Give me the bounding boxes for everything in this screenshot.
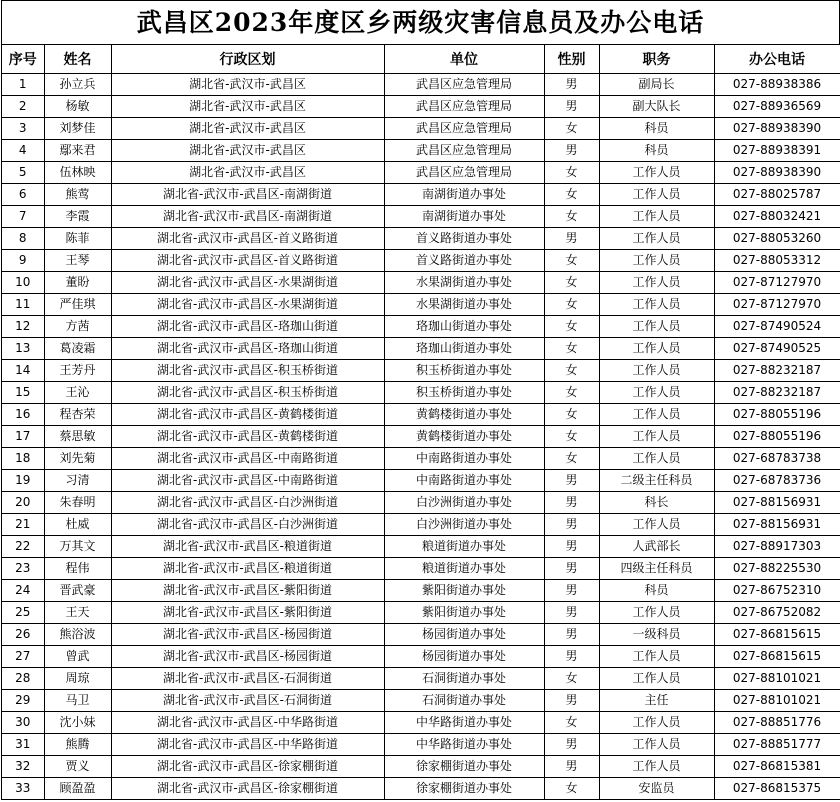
cell-unit: 南湖街道办事处 [384,184,544,206]
cell-region: 湖北省-武汉市-武昌区-徐家棚街道 [111,756,384,778]
cell-phone: 027-86815375 [714,778,840,800]
cell-phone: 027-87127970 [714,294,840,316]
cell-phone: 027-88232187 [714,382,840,404]
cell-position: 工作人员 [599,272,714,294]
cell-gender: 女 [544,272,599,294]
cell-unit: 积玉桥街道办事处 [384,360,544,382]
cell-unit: 水果湖街道办事处 [384,272,544,294]
cell-region: 湖北省-武汉市-武昌区-积玉桥街道 [111,360,384,382]
cell-index: 15 [2,382,44,404]
cell-name: 王琴 [44,250,111,272]
cell-index: 14 [2,360,44,382]
cell-region: 湖北省-武汉市-武昌区-黄鹤楼街道 [111,426,384,448]
cell-region: 湖北省-武汉市-武昌区-中华路街道 [111,734,384,756]
cell-index: 29 [2,690,44,712]
cell-name: 方茜 [44,316,111,338]
cell-unit: 黄鹤楼街道办事处 [384,426,544,448]
cell-phone: 027-88851777 [714,734,840,756]
cell-position: 人武部长 [599,536,714,558]
contact-sheet [1,0,840,800]
table-row [2,602,840,624]
sheet-title: 武昌区2023年度区乡两级灾害信息员及办公电话 [2,1,840,45]
cell-index: 33 [2,778,44,800]
table-row [2,74,840,96]
table-row [2,690,840,712]
cell-unit: 南湖街道办事处 [384,206,544,228]
cell-name: 葛凌霜 [44,338,111,360]
cell-gender: 男 [544,646,599,668]
cell-gender: 男 [544,140,599,162]
cell-gender: 女 [544,448,599,470]
cell-phone: 027-87127970 [714,272,840,294]
cell-gender: 女 [544,360,599,382]
cell-unit: 紫阳街道办事处 [384,602,544,624]
cell-position: 工作人员 [599,426,714,448]
cell-name: 马卫 [44,690,111,712]
cell-phone: 027-86815615 [714,624,840,646]
cell-phone: 027-88032421 [714,206,840,228]
table-row [2,118,840,140]
cell-region: 湖北省-武汉市-武昌区-紫阳街道 [111,602,384,624]
table-row [2,558,840,580]
cell-name: 杨敏 [44,96,111,118]
cell-phone: 027-86815381 [714,756,840,778]
cell-unit: 白沙洲街道办事处 [384,514,544,536]
cell-unit: 武昌区应急管理局 [384,96,544,118]
table-body [2,74,840,800]
cell-name: 陈菲 [44,228,111,250]
cell-name: 王芳丹 [44,360,111,382]
table-row [2,756,840,778]
cell-phone: 027-87490525 [714,338,840,360]
table-row [2,646,840,668]
cell-position: 科员 [599,118,714,140]
table-row [2,162,840,184]
cell-index: 21 [2,514,44,536]
cell-index: 26 [2,624,44,646]
header-index: 序号 [2,45,44,74]
table-row [2,734,840,756]
cell-phone: 027-88917303 [714,536,840,558]
table-row [2,514,840,536]
cell-name: 顾盈盈 [44,778,111,800]
cell-unit: 积玉桥街道办事处 [384,382,544,404]
cell-region: 湖北省-武汉市-武昌区-杨园街道 [111,646,384,668]
cell-position: 副大队长 [599,96,714,118]
cell-gender: 男 [544,492,599,514]
cell-region: 湖北省-武汉市-武昌区-石洞街道 [111,668,384,690]
table-row [2,536,840,558]
cell-position: 工作人员 [599,294,714,316]
cell-region: 湖北省-武汉市-武昌区-水果湖街道 [111,294,384,316]
cell-region: 湖北省-武汉市-武昌区 [111,96,384,118]
cell-phone: 027-86815615 [714,646,840,668]
cell-position: 工作人员 [599,360,714,382]
cell-position: 工作人员 [599,250,714,272]
cell-gender: 男 [544,602,599,624]
cell-gender: 男 [544,536,599,558]
cell-position: 主任 [599,690,714,712]
cell-unit: 黄鹤楼街道办事处 [384,404,544,426]
cell-unit: 中南路街道办事处 [384,470,544,492]
cell-position: 工作人员 [599,514,714,536]
cell-position: 工作人员 [599,668,714,690]
cell-position: 工作人员 [599,184,714,206]
cell-region: 湖北省-武汉市-武昌区-水果湖街道 [111,272,384,294]
cell-region: 湖北省-武汉市-武昌区 [111,162,384,184]
cell-position: 科长 [599,492,714,514]
cell-unit: 徐家棚街道办事处 [384,778,544,800]
table-row [2,96,840,118]
cell-gender: 女 [544,184,599,206]
cell-region: 湖北省-武汉市-武昌区-中华路街道 [111,712,384,734]
cell-name: 习清 [44,470,111,492]
cell-gender: 男 [544,228,599,250]
cell-name: 沈小妹 [44,712,111,734]
cell-index: 31 [2,734,44,756]
table-row [2,668,840,690]
cell-unit: 中华路街道办事处 [384,734,544,756]
cell-unit: 水果湖街道办事处 [384,294,544,316]
cell-phone: 027-68783738 [714,448,840,470]
cell-gender: 男 [544,756,599,778]
table-row [2,470,840,492]
cell-position: 工作人员 [599,712,714,734]
cell-unit: 中南路街道办事处 [384,448,544,470]
cell-index: 24 [2,580,44,602]
cell-index: 7 [2,206,44,228]
cell-region: 湖北省-武汉市-武昌区-积玉桥街道 [111,382,384,404]
table-row [2,404,840,426]
cell-gender: 女 [544,404,599,426]
cell-unit: 首义路街道办事处 [384,250,544,272]
cell-index: 8 [2,228,44,250]
cell-unit: 杨园街道办事处 [384,646,544,668]
cell-region: 湖北省-武汉市-武昌区-白沙洲街道 [111,492,384,514]
cell-index: 25 [2,602,44,624]
cell-unit: 珞珈山街道办事处 [384,316,544,338]
cell-index: 3 [2,118,44,140]
cell-region: 湖北省-武汉市-武昌区-首义路街道 [111,228,384,250]
cell-name: 程伟 [44,558,111,580]
cell-position: 安监员 [599,778,714,800]
cell-position: 工作人员 [599,646,714,668]
cell-unit: 首义路街道办事处 [384,228,544,250]
cell-region: 湖北省-武汉市-武昌区-珞珈山街道 [111,316,384,338]
cell-index: 19 [2,470,44,492]
cell-phone: 027-86752310 [714,580,840,602]
table-row [2,206,840,228]
header-name: 姓名 [44,45,111,74]
cell-region: 湖北省-武汉市-武昌区 [111,74,384,96]
cell-gender: 女 [544,118,599,140]
table-row [2,382,840,404]
cell-name: 晋武豪 [44,580,111,602]
cell-region: 湖北省-武汉市-武昌区-南湖街道 [111,206,384,228]
cell-gender: 男 [544,734,599,756]
cell-unit: 武昌区应急管理局 [384,74,544,96]
cell-phone: 027-88055196 [714,426,840,448]
table-row [2,228,840,250]
cell-name: 严佳琪 [44,294,111,316]
table-row [2,140,840,162]
cell-region: 湖北省-武汉市-武昌区-粮道街道 [111,536,384,558]
cell-position: 工作人员 [599,228,714,250]
cell-unit: 粮道街道办事处 [384,558,544,580]
table-row [2,338,840,360]
cell-region: 湖北省-武汉市-武昌区-粮道街道 [111,558,384,580]
cell-position: 四级主任科员 [599,558,714,580]
cell-name: 朱春明 [44,492,111,514]
cell-name: 李霞 [44,206,111,228]
cell-name: 王沁 [44,382,111,404]
cell-name: 孙立兵 [44,74,111,96]
cell-index: 27 [2,646,44,668]
cell-name: 蔡思敏 [44,426,111,448]
cell-phone: 027-87490524 [714,316,840,338]
table-row [2,778,840,800]
cell-name: 贾义 [44,756,111,778]
cell-region: 湖北省-武汉市-武昌区-石洞街道 [111,690,384,712]
cell-gender: 男 [544,74,599,96]
cell-gender: 男 [544,558,599,580]
cell-position: 工作人员 [599,756,714,778]
cell-index: 9 [2,250,44,272]
cell-index: 18 [2,448,44,470]
cell-unit: 石洞街道办事处 [384,690,544,712]
cell-name: 杜威 [44,514,111,536]
cell-index: 13 [2,338,44,360]
cell-gender: 女 [544,294,599,316]
cell-index: 1 [2,74,44,96]
header-unit: 单位 [384,45,544,74]
cell-name: 万其文 [44,536,111,558]
cell-position: 科员 [599,140,714,162]
cell-gender: 女 [544,778,599,800]
cell-phone: 027-88055196 [714,404,840,426]
cell-position: 副局长 [599,74,714,96]
header-position: 职务 [599,45,714,74]
header-phone: 办公电话 [714,45,840,74]
cell-phone: 027-88025787 [714,184,840,206]
cell-phone: 027-88101021 [714,690,840,712]
cell-phone: 027-88053312 [714,250,840,272]
cell-position: 科员 [599,580,714,602]
cell-name: 熊浴波 [44,624,111,646]
cell-name: 熊莺 [44,184,111,206]
cell-region: 湖北省-武汉市-武昌区-中南路街道 [111,470,384,492]
cell-name: 曾武 [44,646,111,668]
cell-index: 6 [2,184,44,206]
cell-position: 二级主任科员 [599,470,714,492]
cell-unit: 紫阳街道办事处 [384,580,544,602]
cell-gender: 女 [544,338,599,360]
cell-phone: 027-88938390 [714,118,840,140]
header-region: 行政区划 [111,45,384,74]
cell-gender: 男 [544,470,599,492]
cell-gender: 男 [544,514,599,536]
cell-index: 4 [2,140,44,162]
table-row [2,426,840,448]
table-row [2,272,840,294]
cell-unit: 粮道街道办事处 [384,536,544,558]
cell-gender: 女 [544,316,599,338]
cell-index: 20 [2,492,44,514]
cell-index: 17 [2,426,44,448]
cell-name: 董盼 [44,272,111,294]
cell-phone: 027-88156931 [714,514,840,536]
table-row [2,448,840,470]
cell-position: 工作人员 [599,448,714,470]
cell-name: 周琼 [44,668,111,690]
cell-gender: 女 [544,206,599,228]
cell-unit: 武昌区应急管理局 [384,118,544,140]
cell-region: 湖北省-武汉市-武昌区-首义路街道 [111,250,384,272]
cell-region: 湖北省-武汉市-武昌区-黄鹤楼街道 [111,404,384,426]
cell-phone: 027-88938390 [714,162,840,184]
cell-index: 16 [2,404,44,426]
cell-gender: 女 [544,712,599,734]
cell-index: 2 [2,96,44,118]
cell-gender: 男 [544,96,599,118]
cell-index: 10 [2,272,44,294]
cell-position: 工作人员 [599,602,714,624]
cell-region: 湖北省-武汉市-武昌区-白沙洲街道 [111,514,384,536]
table-row [2,580,840,602]
table-row [2,184,840,206]
cell-name: 王天 [44,602,111,624]
cell-position: 工作人员 [599,338,714,360]
cell-phone: 027-88232187 [714,360,840,382]
cell-phone: 027-68783736 [714,470,840,492]
cell-position: 工作人员 [599,206,714,228]
cell-phone: 027-86752082 [714,602,840,624]
cell-gender: 女 [544,250,599,272]
cell-gender: 男 [544,580,599,602]
cell-region: 湖北省-武汉市-武昌区-南湖街道 [111,184,384,206]
cell-name: 刘梦佳 [44,118,111,140]
cell-unit: 白沙洲街道办事处 [384,492,544,514]
header-row [2,45,840,74]
cell-phone: 027-88851776 [714,712,840,734]
cell-gender: 男 [544,624,599,646]
cell-name: 熊腾 [44,734,111,756]
cell-unit: 武昌区应急管理局 [384,140,544,162]
cell-phone: 027-88053260 [714,228,840,250]
cell-name: 鄢来君 [44,140,111,162]
cell-region: 湖北省-武汉市-武昌区-徐家棚街道 [111,778,384,800]
table-row [2,316,840,338]
cell-unit: 武昌区应急管理局 [384,162,544,184]
table-row [2,360,840,382]
cell-index: 22 [2,536,44,558]
cell-gender: 男 [544,690,599,712]
cell-name: 程杏荣 [44,404,111,426]
cell-phone: 027-88936569 [714,96,840,118]
cell-region: 湖北省-武汉市-武昌区 [111,140,384,162]
cell-gender: 女 [544,162,599,184]
cell-index: 30 [2,712,44,734]
cell-phone: 027-88156931 [714,492,840,514]
table-row [2,712,840,734]
cell-phone: 027-88101021 [714,668,840,690]
contact-table [2,45,840,800]
cell-index: 32 [2,756,44,778]
cell-position: 工作人员 [599,316,714,338]
cell-gender: 女 [544,426,599,448]
cell-unit: 石洞街道办事处 [384,668,544,690]
cell-index: 23 [2,558,44,580]
table-row [2,492,840,514]
cell-position: 一级科员 [599,624,714,646]
cell-unit: 珞珈山街道办事处 [384,338,544,360]
cell-region: 湖北省-武汉市-武昌区-中南路街道 [111,448,384,470]
cell-region: 湖北省-武汉市-武昌区-紫阳街道 [111,580,384,602]
header-gender: 性别 [544,45,599,74]
cell-position: 工作人员 [599,404,714,426]
cell-index: 5 [2,162,44,184]
cell-gender: 女 [544,382,599,404]
cell-position: 工作人员 [599,382,714,404]
cell-position: 工作人员 [599,162,714,184]
table-row [2,294,840,316]
cell-index: 12 [2,316,44,338]
cell-index: 11 [2,294,44,316]
cell-unit: 徐家棚街道办事处 [384,756,544,778]
cell-name: 刘先菊 [44,448,111,470]
cell-region: 湖北省-武汉市-武昌区-杨园街道 [111,624,384,646]
cell-phone: 027-88938386 [714,74,840,96]
cell-phone: 027-88225530 [714,558,840,580]
cell-unit: 中华路街道办事处 [384,712,544,734]
cell-region: 湖北省-武汉市-武昌区-珞珈山街道 [111,338,384,360]
cell-index: 28 [2,668,44,690]
cell-gender: 女 [544,668,599,690]
cell-region: 湖北省-武汉市-武昌区 [111,118,384,140]
cell-position: 工作人员 [599,734,714,756]
cell-unit: 杨园街道办事处 [384,624,544,646]
table-row [2,624,840,646]
table-row [2,250,840,272]
cell-name: 伍林映 [44,162,111,184]
cell-phone: 027-88938391 [714,140,840,162]
